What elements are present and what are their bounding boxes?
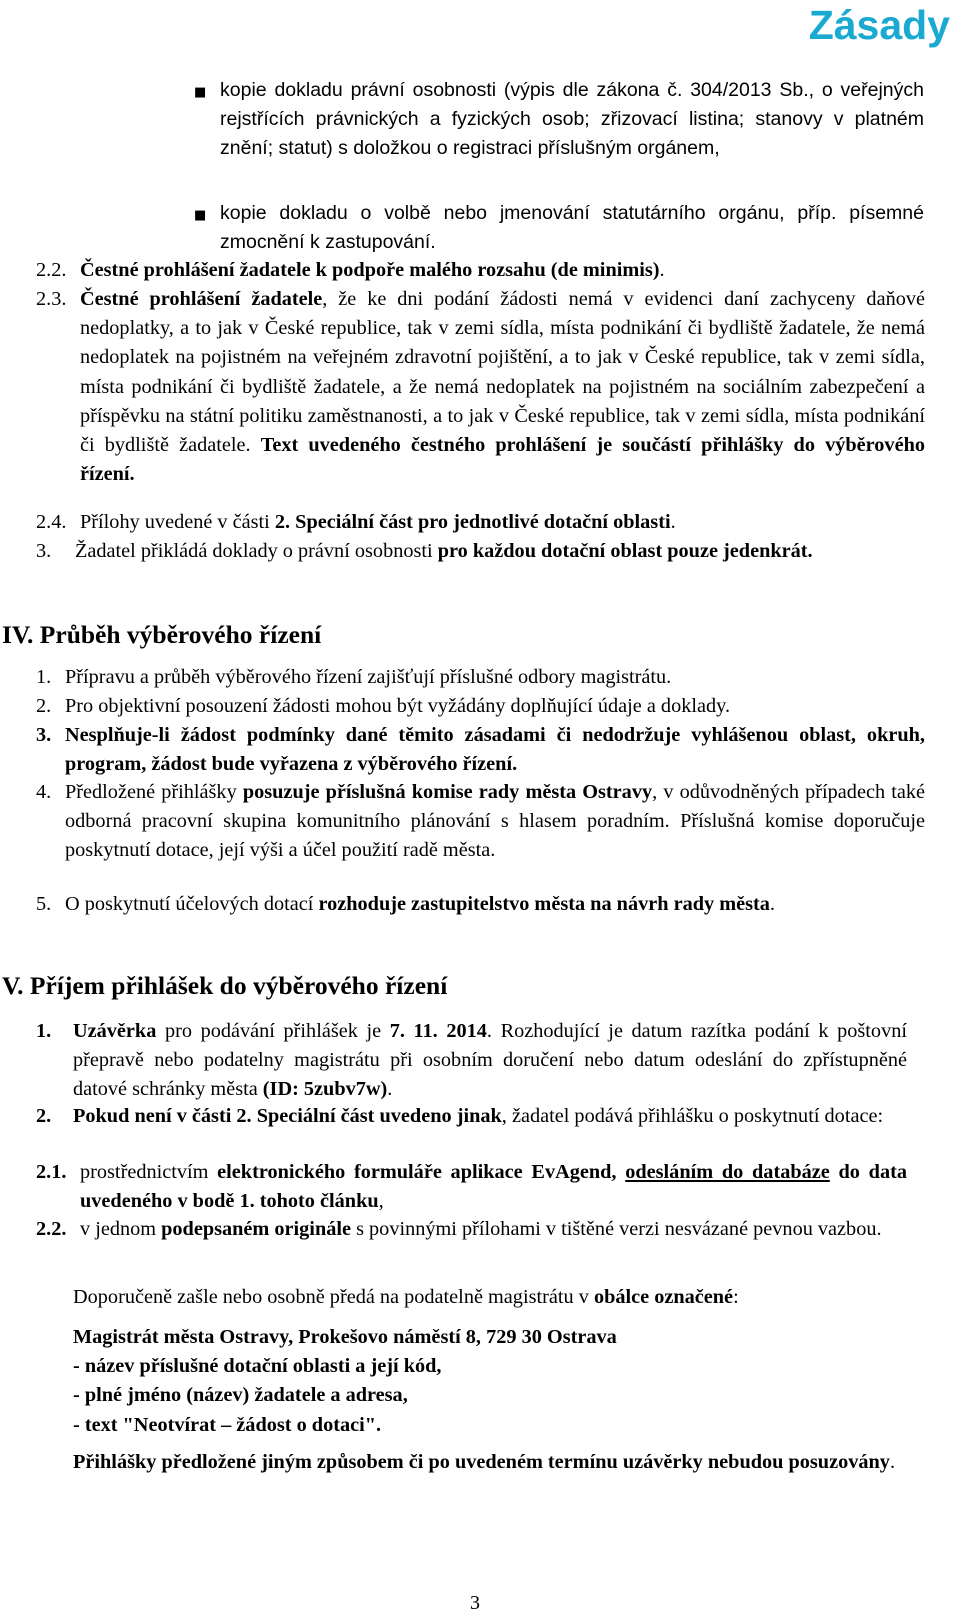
item-2-3: Čestné prohlášení žadatele, že ke dni podání žádosti nemá v evidenci daní zachyceny daňové nedoplatky, a to jak v České republice, tak v zemi sídla, místa podnikání či bydliště žadatele, že nemá nedoplatek na pojistném na veřejném zdravotní pojištění, a to jak v České republice, tak v zemi sídla, místa podnikání či bydliště žadatele, a že nemá nedoplatek na pojistném na sociálním zabezpečení a příspěvku na státní politiku zaměstnanosti, a to jak v České republice, tak v zemi sídla, místa podnikání či bydliště žadatele. Text uvedeného čestného prohlášení je součástí přihlášky do výběrového řízení.	[80, 288, 925, 486]
page-number: 3	[470, 1592, 480, 1614]
bullet-square-icon: ■	[194, 208, 207, 223]
section5-item-1: Uzávěrka pro podávání přihlášek je 7. 11. 2014. Rozhodující je datum razítka podání k poštovní přepravě nebo podatelny magistrátu při osobním doručení nebo datum odeslání do zpřístupněné datové schránky města (ID: 5zubv7w).	[73, 1020, 907, 1101]
address-line: - text "Neotvírat – žádost o dotaci".	[73, 1413, 382, 1436]
item-2-2: Čestné prohlášení žadatele k podpoře malého rozsahu (de minimis).	[80, 259, 665, 281]
section5-item-2-2: v jednom podepsaném originále s povinnými přílohami v tištěné verzi nesvázané pevnou vazbou.	[80, 1218, 882, 1240]
item-number: 2.	[36, 695, 52, 717]
item-number: 2.3.	[36, 288, 67, 310]
item-number: 2.	[36, 1105, 52, 1127]
section4-item-1: Přípravu a průběh výběrového řízení zajišťují příslušné odbory magistrátu.	[65, 666, 672, 688]
section-heading-iv: IV. Průběh výběrového řízení	[2, 620, 322, 649]
section5-item-2: Pokud není v části 2. Speciální část uvedeno jinak, žadatel podává přihlášku o poskytnutí dotace:	[73, 1105, 884, 1127]
section4-item-5: O poskytnutí účelových dotací rozhoduje zastupitelstvo města na návrh rady města.	[65, 893, 775, 915]
section5-item-2-1: prostřednictvím elektronického formuláře aplikace EvAgend, odesláním do databáze do data uvedeného v bodě 1. tohoto článku,	[80, 1161, 907, 1213]
item-2-4: Přílohy uvedené v části 2. Speciální část pro jednotlivé dotační oblasti.	[80, 511, 676, 533]
item-3: Žadatel přikládá doklady o právní osobnosti pro každou dotační oblast pouze jedenkrát.	[75, 540, 813, 562]
item-number: 2.2.	[36, 1218, 67, 1240]
address-line: Magistrát města Ostravy, Prokešovo náměstí 8, 729 30 Ostrava	[73, 1326, 617, 1348]
address-line: - plné jméno (název) žadatele a adresa,	[73, 1384, 408, 1407]
document-header-title: Zásady	[808, 2, 950, 48]
item-number: 5.	[36, 893, 52, 915]
section4-item-2: Pro objektivní posouzení žádosti mohou být vyžádány doplňující údaje a doklady.	[65, 695, 731, 717]
envelope-address-block	[73, 1323, 617, 1440]
item-number: 3.	[36, 540, 52, 562]
section4-item-3: Nesplňuje-li žádost podmínky dané těmito zásadami či nedodržuje vyhlášenou oblast, okruh, program, žádost bude vyřazena z výběrového řízení.	[65, 724, 925, 776]
item-number: 2.2.	[36, 259, 67, 281]
bullet-item: kopie dokladu právní osobnosti (výpis dle zákona č. 304/2013 Sb., o veřejných rejstřících právnických a fyzických osob; zřizovací listina; stanovy v platném znění; statut) s doložkou o registraci příslušným orgánem,	[220, 79, 924, 160]
send-note: Doporučeně zašle nebo osobně předá na podatelně magistrátu v obálce označené:	[73, 1286, 739, 1308]
bullet-square-icon: ■	[194, 85, 207, 100]
section-heading-v: V. Příjem přihlášek do výběrového řízení	[2, 971, 448, 1000]
section4-item-4: Předložené přihlášky posuzuje příslušná komise rady města Ostravy, v odůvodněných případech také odborná pracovní skupina komunitního plánování s hlasem poradním. Příslušná komise doporučuje poskytnutí dotace, její výši a účel použití radě města.	[65, 781, 925, 862]
bullet-item: kopie dokladu o volbě nebo jmenování statutárního orgánu, příp. písemné zmocnění k zastupování.	[220, 202, 924, 254]
item-number: 2.4.	[36, 511, 67, 533]
item-number: 1.	[36, 1020, 52, 1042]
address-line: - název příslušné dotační oblasti a její kód,	[73, 1355, 442, 1378]
item-number: 1.	[36, 666, 52, 688]
item-number: 4.	[36, 781, 52, 803]
item-bold-text: Čestné prohlášení žadatele k podpoře malého rozsahu (de minimis)	[80, 259, 660, 281]
item-number: 2.1.	[36, 1161, 67, 1183]
item-number: 3.	[36, 724, 52, 746]
final-note: Přihlášky předložené jiným způsobem či po uvedeném termínu uzávěrky nebudou posuzovány.	[73, 1451, 896, 1473]
